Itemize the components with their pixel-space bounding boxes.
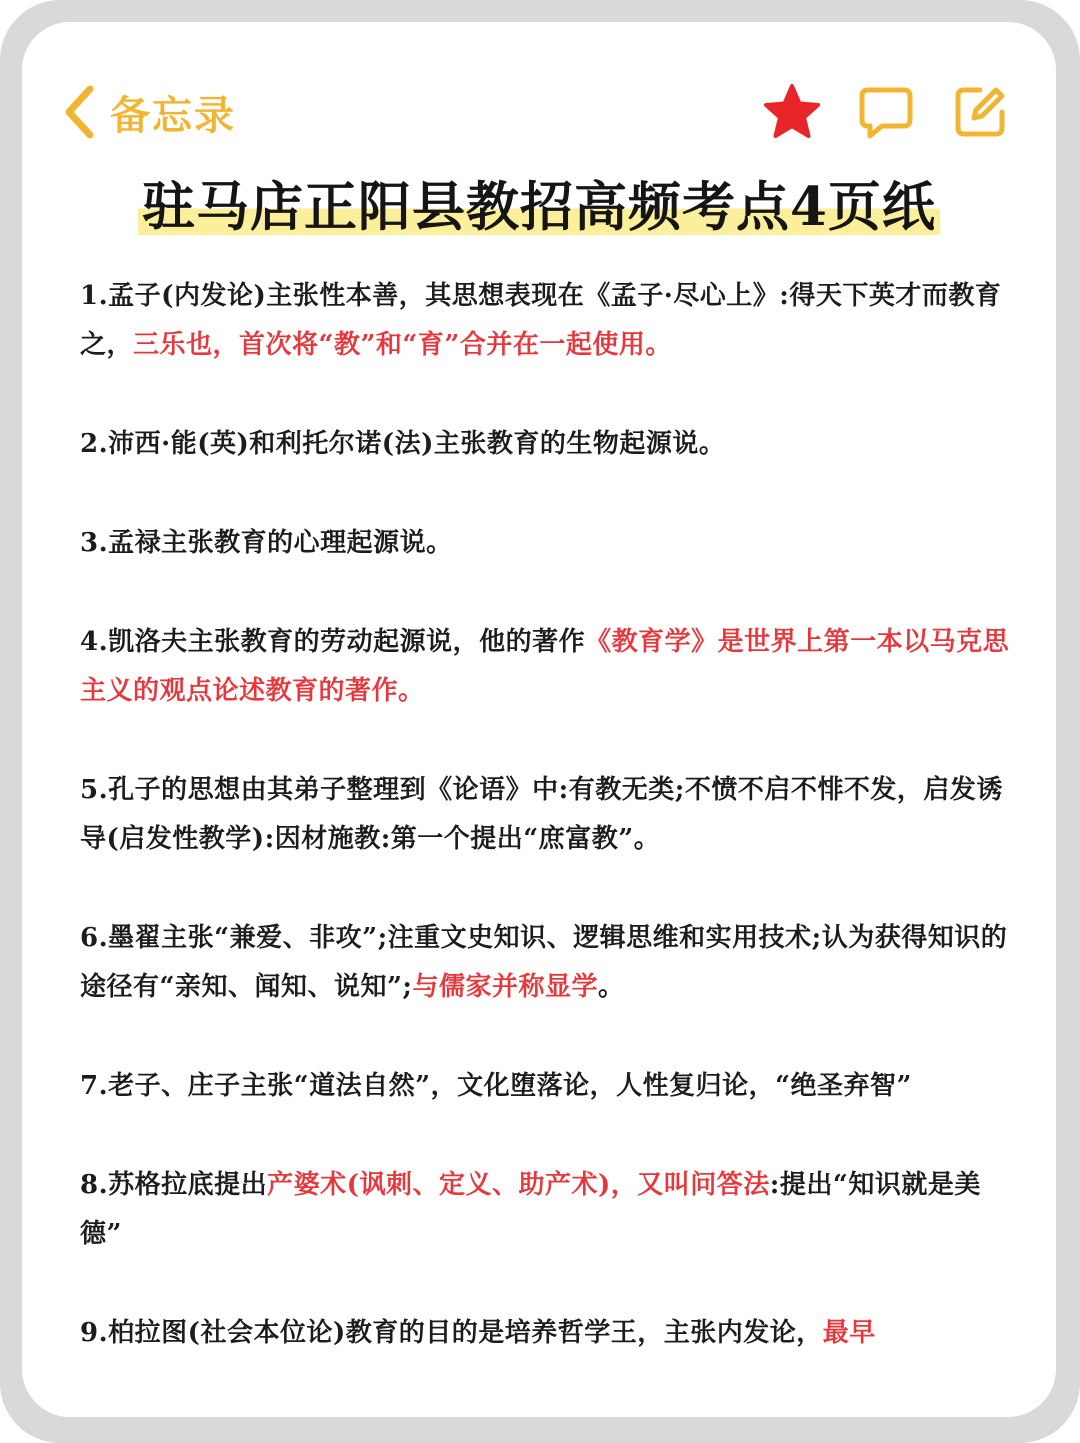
item-text: 老子、庄子主张“道法自然”，文化堕落论，人性复归论，“绝圣弃智” [108,1071,912,1101]
title-container [22,172,1056,242]
item-number: 2. [80,429,109,459]
note-body [80,272,1020,1408]
back-button[interactable] [62,77,236,147]
note-item [80,914,1020,1012]
note-item [80,272,1020,370]
edit-icon [950,82,1010,142]
highlighted-text: 产婆术(讽刺、定义、助产术)，又叫问答法 [267,1170,770,1200]
item-number: 4. [80,627,109,657]
comment-button[interactable] [856,82,916,142]
highlighted-text: 三乐也，首次将“教”和“育”合并在一起使用。 [133,330,672,360]
comment-icon [856,82,916,142]
back-label: 备忘录 [110,92,236,139]
item-text: 墨翟主张“兼爱、非攻”;注重文史知识、逻辑思维和实用技术;认为获得知识的途径有“亲知、闻知、说知”; [80,923,1008,1002]
note-item [80,420,1020,469]
highlighted-text: 与儒家并称显学 [412,972,599,1002]
item-number: 8. [80,1170,109,1200]
item-text: 孟禄主张教育的心理起源说。 [108,528,453,558]
note-item [80,1161,1020,1259]
item-text: 孔子的思想由其弟子整理到《论语》中:有教无类;不愤不启不悱不发，启发诱导(启发性教学):因材施教:第一个提出“庶富教”。 [80,775,1003,854]
navigation-bar [22,22,1056,172]
notes-screen [22,22,1056,1417]
note-item [80,519,1020,568]
item-number: 3. [80,528,109,558]
item-number: 6. [80,923,109,953]
item-number: 7. [80,1071,109,1101]
item-text: 。 [598,972,625,1002]
favorite-button[interactable] [762,82,822,142]
item-text: 苏格拉底提出 [108,1170,268,1200]
item-text: :提出“知识就是美德” [80,1170,981,1249]
note-item [80,1062,1020,1111]
star-icon [762,82,822,142]
item-text: 孟子(内发论)主张性本善，其思想表现在《孟子·尽心上》:得天下英才而教育之， [80,281,1002,360]
chevron-left-icon [62,84,96,140]
item-text: 柏拉图(社会本位论)教育的目的是培养哲学王，主张内发论， [108,1318,823,1348]
highlighted-text: 《教育学》是世界上第一本以马克思主义的观点论述教育的著作。 [80,627,1010,706]
item-number: 1. [80,281,109,311]
item-number: 9. [80,1318,109,1348]
compose-button[interactable] [950,82,1010,142]
highlighted-text: 最早 [822,1318,876,1348]
note-item [80,618,1020,716]
item-text: 沛西·能(英)和利托尔诺(法)主张教育的生物起源说。 [108,429,726,459]
item-number: 5. [80,775,109,805]
note-item [80,1309,1020,1358]
note-item [80,766,1020,864]
note-title: 驻马店正阳县教招高频考点4页纸 [138,172,940,242]
item-text: 凯洛夫主张教育的劳动起源说，他的著作 [108,627,586,657]
